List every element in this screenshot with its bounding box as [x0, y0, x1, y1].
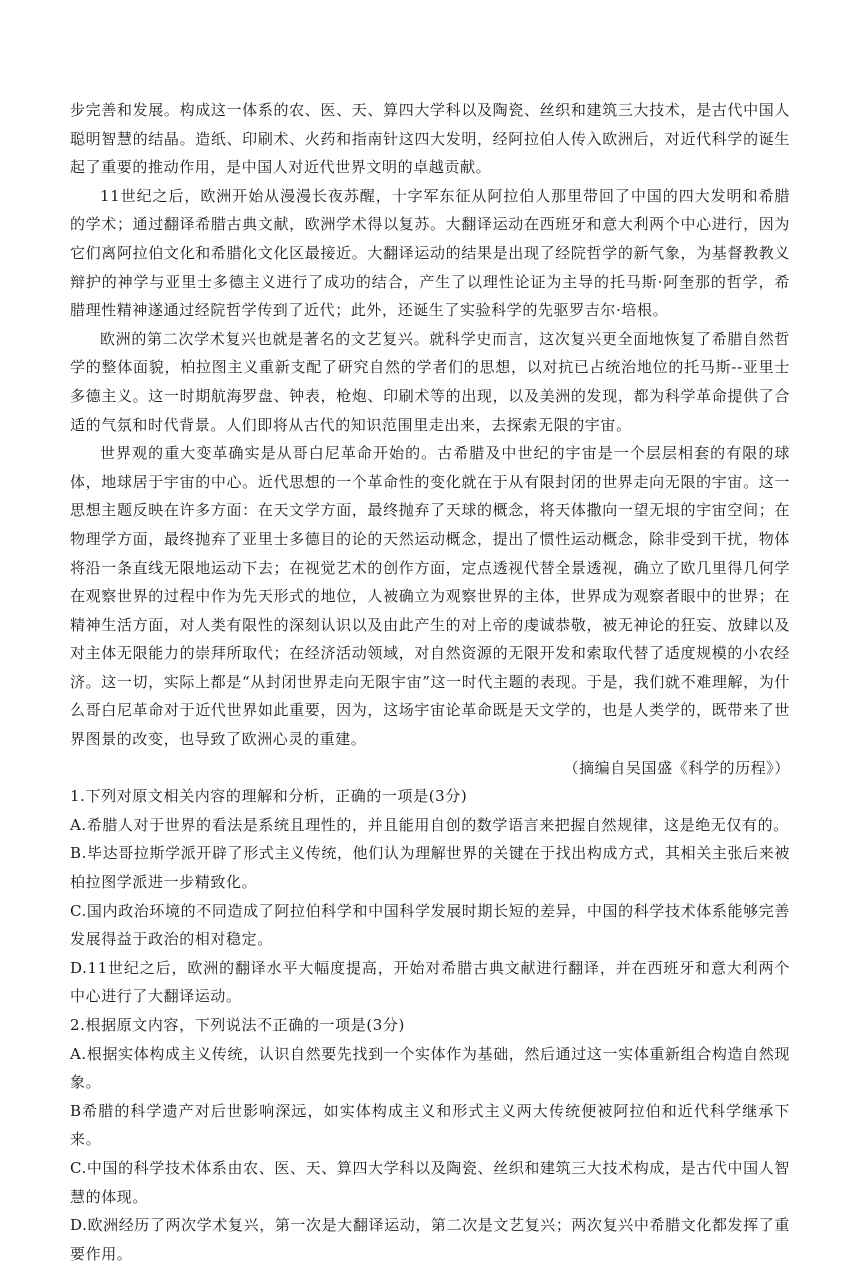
question-2-stem: 2.根据原文内容，下列说法不正确的一项是(3分)	[70, 1016, 405, 1034]
question-2-option-c: C.中国的科学技术体系由农、医、天、算四大学科以及陶瓷、丝织和建筑三大技术构成，是古代中国人智慧的体现。	[70, 1158, 790, 1206]
question-1-stem: 1.下列对原文相关内容的理解和分析，正确的一项是(3分)	[70, 787, 468, 806]
passage-paragraph-3: 欧洲的第二次学术复兴也就是著名的文艺复兴。就科学史而言，这次复兴更全面地恢复了希腊自然哲学的整体面貌，柏拉图主义重新支配了研究自然的学者们的思想，以对抗已占统治地位的托马斯--亚里士多德主义。这一时期航海罗盘、钟表，枪炮、印刷术等的出现，以及美洲的发现，都为科学革命提供了合适的气氛和时代背景。人们即将从古代的知识范围里走出来，去探索无限的宇宙。	[70, 329, 790, 434]
question-1-option-a: A.希腊人对于世界的看法是系统且理性的，并且能用自创的数学语言来把握自然规律，这是绝无仅有的。	[70, 815, 789, 834]
passage-paragraph-1: 步完善和发展。构成这一体系的农、医、天、算四大学科以及陶瓷、丝织和建筑三大技术，是古代中国人聪明智慧的结晶。造纸、印刷术、火药和指南针这四大发明，经阿拉伯人传入欧洲后，对近代科学的诞生起了重要的推动作用，是中国人对近代世界文明的卓越贡献。	[70, 101, 790, 177]
question-list	[70, 782, 790, 1268]
passage-source-citation: （摘编自吴国盛《科学的历程》）	[563, 758, 790, 777]
question-1-option-c: C.国内政治环境的不同造成了阿拉伯科学和中国科学发展时期长短的差异，中国的科学技术体系能够完善发展得益于政治的相对稳定。	[70, 901, 790, 949]
reading-passage	[70, 96, 790, 782]
question-2-option-a: A.根据实体构成主义传统，认识自然要先找到一个实体作为基础，然后通过这一实体重新组合构造自然现象。	[70, 1044, 790, 1092]
question-2	[70, 1011, 790, 1268]
question-1-option-d: D.11世纪之后，欧洲的翻译水平大幅度提高，开始对希腊古典文献进行翻译，并在西班牙和意大利两个中心进行了大翻译运动。	[70, 958, 790, 1006]
question-2-option-b: B希腊的科学遗产对后世影响深远，如实体构成主义和形式主义两大传统便被阿拉伯和近代科学继承下来。	[70, 1101, 790, 1149]
passage-paragraph-4: 世界观的重大变革确实是从哥白尼革命开始的。古希腊及中世纪的宇宙是一个层层相套的有限的球体，地球居于宇宙的中心。近代思想的一个革命性的变化就在于从有限封闭的世界走向无限的宇宙。这一思想主题反映在许多方面：在天文学方面，最终抛弃了天球的概念，将天体撒向一望无垠的宇宙空间；在物理学方面，最终抛弃了亚里士多德目的论的天然运动概念，提出了惯性运动概念，除非受到干扰，物体将沿一条直线无限地运动下去；在视觉艺术的创作方面，定点透视代替全景透视，确立了欧几里得几何学在观察世界的过程中作为先天形式的地位，人被确立为观察世界的主体，世界成为观察者眼中的世界；在精神生活方面，对人类有限性的深刻认识以及由此产生的对上帝的虔诚恭敬，被无神论的狂妄、放肆以及对主体无限能力的崇拜所取代；在经济活动领域，对自然资源的无限开发和索取代替了适度规模的小农经济。这一切，实际上都是“从封闭世界走向无限宇宙”这一时代主题的表现。于是，我们就不难理解，为什么哥白尼革命对于近代世界如此重要，因为，这场宇宙论革命既是天文学的，也是人类学的，既带来了世界图景的改变，也导致了欧洲心灵的重建。	[70, 444, 790, 749]
question-2-option-d: D.欧洲经历了两次学术复兴，第一次是大翻译运动，第二次是文艺复兴；两次复兴中希腊文化都发挥了重要作用。	[70, 1216, 790, 1263]
question-1	[70, 782, 790, 1011]
passage-paragraph-2: 11世纪之后，欧洲开始从漫漫长夜苏醒，十字军东征从阿拉伯人那里带回了中国的四大发明和希腊的学术；通过翻译希腊古典文献，欧洲学术得以复苏。大翻译运动在西班牙和意大利两个中心进行，因为它们离阿拉伯文化和希腊化文化区最接近。大翻译运动的结果是出现了经院哲学的新气象，为基督教教义辩护的神学与亚里士多德主义进行了成功的结合，产生了以理性论证为主导的托马斯·阿奎那的哲学，希腊理性精神遂通过经院哲学传到了近代；此外，还诞生了实验科学的先驱罗吉尔·培根。	[70, 186, 790, 320]
question-1-option-b: B.毕达哥拉斯学派开辟了形式主义传统，他们认为理解世界的关键在于找出构成方式，其相关主张后来被柏拉图学派进一步精致化。	[70, 844, 790, 892]
